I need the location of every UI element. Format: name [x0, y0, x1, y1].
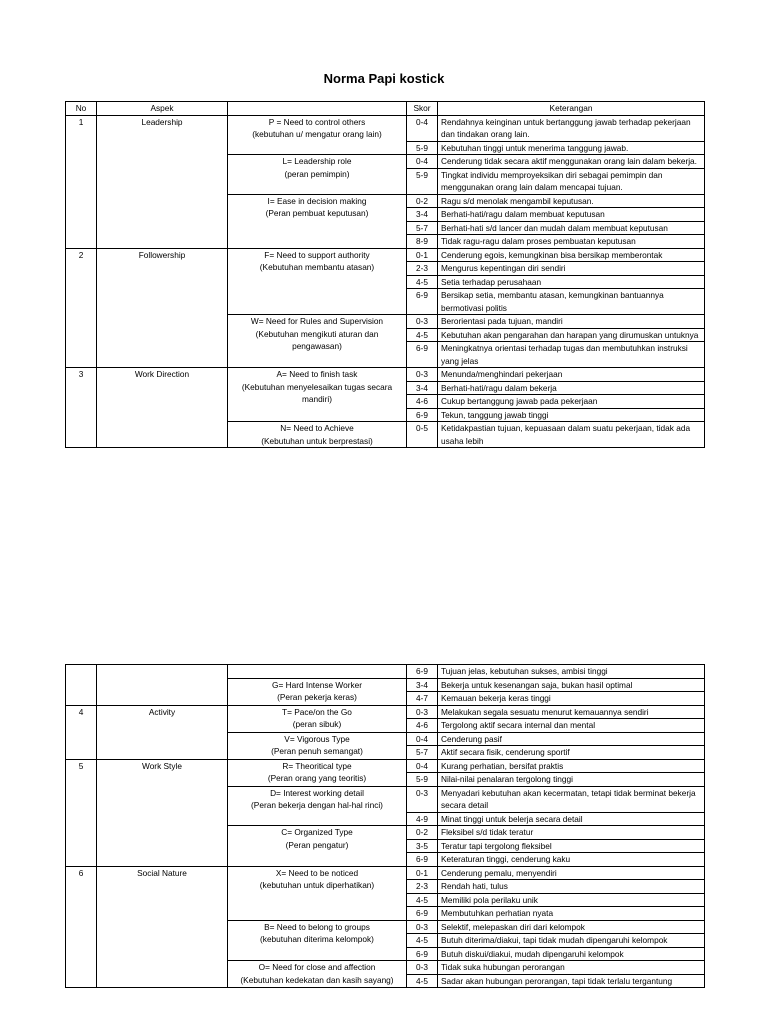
need-label: N= Need to Achieve — [280, 423, 354, 433]
need-cell — [228, 155, 407, 195]
table-row — [66, 248, 705, 262]
need-label: C= Organized Type — [281, 827, 353, 837]
aspect-name: Work Style — [97, 759, 228, 866]
skor-cell: 0-2 — [407, 194, 438, 208]
keterangan-cell: Berhati-hati s/d lancer dan mudah dalam membuat keputusan — [438, 221, 705, 235]
skor-cell: 0-1 — [407, 866, 438, 880]
keterangan-cell: Mengurus kepentingan diri sendiri — [438, 262, 705, 276]
keterangan-cell: Cenderung egois, kemungkinan bisa bersikap memberontak — [438, 248, 705, 262]
page-title: Norma Papi kostick — [323, 71, 445, 86]
keterangan-cell: Tujuan jelas, kebutuhan sukses, ambisi tinggi — [438, 665, 705, 679]
keterangan-cell: Menyadari kebutuhan akan kecermatan, tetapi tidak berminat bekerja secara detail — [438, 786, 705, 812]
keterangan-cell: Butuh diskui/diakui, mudah dipengaruhi kelompok — [438, 947, 705, 961]
skor-cell: 6-9 — [407, 289, 438, 315]
keterangan-cell: Fleksibel s/d tidak teratur — [438, 826, 705, 840]
need-sublabel: (kebutuhan u/ mengatur orang lain) — [252, 129, 382, 139]
skor-cell: 0-3 — [407, 961, 438, 975]
keterangan-cell: Berhati-hati/ragu dalam membuat keputusan — [438, 208, 705, 222]
skor-cell: 4-5 — [407, 934, 438, 948]
header-no: No — [66, 102, 97, 116]
keterangan-cell: Ketidakpastian tujuan, kepuasaan dalam suatu pekerjaan, tidak ada usaha lebih — [438, 422, 705, 448]
keterangan-cell: Kebutuhan tinggi untuk menerima tanggung jawab. — [438, 141, 705, 155]
skor-cell: 5-7 — [407, 746, 438, 760]
keterangan-cell: Tidak ragu-ragu dalam proses pembuatan keputusan — [438, 235, 705, 249]
aspect-name: Activity — [97, 705, 228, 759]
need-cell — [228, 422, 407, 448]
need-label: O= Need for close and affection — [258, 962, 376, 972]
table-row — [66, 705, 705, 719]
header-keterangan: Keterangan — [438, 102, 705, 116]
skor-cell: 3-4 — [407, 208, 438, 222]
need-cell — [228, 115, 407, 155]
need-sublabel: (Peran orang yang teoritis) — [267, 773, 367, 783]
need-label: G= Hard Intense Worker — [272, 679, 362, 690]
need-sublabel: (kebutuhan diterima kelompok) — [260, 934, 374, 944]
need-cell — [228, 705, 407, 732]
need-sublabel: (Kebutuhan mengikuti aturan dan pengawasan) — [255, 328, 379, 351]
need-sublabel: (Kebutuhan untuk berprestasi) — [261, 435, 373, 446]
skor-cell: 0-4 — [407, 115, 438, 141]
keterangan-cell: Cenderung pasif — [438, 732, 705, 746]
need-cell — [228, 920, 407, 961]
need-cell — [228, 248, 407, 315]
header-need — [228, 102, 407, 116]
keterangan-cell: Selektif, melepaskan diri dari kelompok — [438, 920, 705, 934]
keterangan-cell: Keteraturan tinggi, cenderung kaku — [438, 853, 705, 867]
keterangan-cell: Minat tinggi untuk belerja secara detail — [438, 812, 705, 826]
aspect-name: Work Direction — [97, 368, 228, 448]
aspect-name: Leadership — [97, 115, 228, 248]
need-cell — [228, 315, 407, 368]
keterangan-cell: Tidak suka hubungan perorangan — [438, 961, 705, 975]
skor-cell: 4-5 — [407, 893, 438, 907]
keterangan-cell: Tergolong aktif secara internal dan mental — [438, 719, 705, 733]
need-cell — [228, 759, 407, 786]
aspect-number: 5 — [66, 759, 97, 866]
keterangan-cell: Setia terhadap perusahaan — [438, 275, 705, 289]
keterangan-cell: Kurang perhatian, bersifat praktis — [438, 759, 705, 773]
skor-cell: 0-4 — [407, 732, 438, 746]
need-cell — [228, 732, 407, 759]
skor-cell: 0-3 — [407, 368, 438, 382]
skor-cell: 0-3 — [407, 920, 438, 934]
header-aspek: Aspek — [97, 102, 228, 116]
keterangan-cell: Butuh diterima/diakui, tapi tidak mudah dipengaruhi kelompok — [438, 934, 705, 948]
need-label: A= Need to finish task — [276, 369, 358, 379]
keterangan-cell: Memiliki pola perilaku unik — [438, 893, 705, 907]
skor-cell: 0-3 — [407, 315, 438, 329]
keterangan-cell: Aktif secara fisik, cenderung sportif — [438, 746, 705, 760]
skor-cell: 4-6 — [407, 395, 438, 409]
keterangan-cell: Cenderung tidak secara aktif menggunakan orang lain dalam bekerja. — [438, 155, 705, 169]
skor-cell: 3-4 — [407, 381, 438, 395]
need-label: V= Vigorous Type — [284, 733, 350, 744]
need-sublabel: (peran pemimpin) — [284, 168, 350, 179]
norma-table-2 — [65, 664, 705, 988]
keterangan-cell: Berorientasi pada tujuan, mandiri — [438, 315, 705, 329]
skor-cell: 2-3 — [407, 880, 438, 894]
keterangan-cell: Rendah hati, tulus — [438, 880, 705, 894]
keterangan-cell: Ragu s/d menolak mengambil keputusan. — [438, 194, 705, 208]
skor-cell: 5-9 — [407, 141, 438, 155]
aspect-name: Followership — [97, 248, 228, 368]
table-row — [66, 866, 705, 880]
norma-table-1 — [65, 101, 705, 448]
skor-cell: 2-3 — [407, 262, 438, 276]
keterangan-cell: Bekerja untuk kesenangan saja, bukan hasil optimal — [438, 678, 705, 692]
table-row — [66, 759, 705, 773]
skor-cell: 4-5 — [407, 328, 438, 342]
aspect-number: 2 — [66, 248, 97, 368]
skor-cell: 0-4 — [407, 759, 438, 773]
skor-cell: 5-7 — [407, 221, 438, 235]
need-label: D= Interest working detail — [270, 787, 364, 798]
aspect-number: 3 — [66, 368, 97, 448]
table-row — [66, 665, 705, 679]
skor-cell: 6-9 — [407, 665, 438, 679]
need-sublabel: (Kebutuhan membantu atasan) — [259, 262, 375, 272]
skor-cell: 6-9 — [407, 853, 438, 867]
need-cell — [228, 866, 407, 920]
need-cell — [228, 194, 407, 248]
aspect-number: 6 — [66, 866, 97, 988]
table-header-row — [66, 102, 705, 116]
keterangan-cell: Meningkatnya orientasi terhadap tugas dan membutuhkan instruksi yang jelas — [438, 342, 705, 368]
table-row — [66, 115, 705, 141]
skor-cell: 4-7 — [407, 692, 438, 706]
keterangan-cell: Tingkat individu memproyeksikan diri sebagai pemimpin dan menggunakan orang lain dalam mencapai tujuan. — [438, 168, 705, 194]
keterangan-cell: Tekun, tanggung jawab tinggi — [438, 408, 705, 422]
need-cell — [228, 368, 407, 422]
need-label: W= Need for Rules and Supervision — [250, 316, 384, 326]
skor-cell: 0-1 — [407, 248, 438, 262]
aspect-number — [66, 665, 97, 706]
skor-cell: 3-5 — [407, 839, 438, 853]
aspect-number: 4 — [66, 705, 97, 759]
need-label: X= Need to be noticed — [275, 867, 359, 878]
need-label: R= Theoritical type — [282, 760, 352, 771]
keterangan-cell: Nilai-nilai penalaran tergolong tinggi — [438, 773, 705, 787]
need-sublabel: (Peran bekerja dengan hal-hal rinci) — [251, 800, 383, 810]
keterangan-cell: Rendahnya keinginan untuk bertanggung jawab terhadap pekerjaan dan tindakan orang lain. — [438, 115, 705, 141]
need-sublabel: (Peran pekerja keras) — [277, 692, 357, 702]
need-label: T= Pace/on the Go — [282, 706, 352, 717]
skor-cell: 0-5 — [407, 422, 438, 448]
need-label: B= Need to belong to groups — [264, 921, 370, 932]
need-sublabel: (Peran pembuat keputusan) — [265, 208, 369, 218]
aspect-name: Social Nature — [97, 866, 228, 988]
skor-cell: 0-3 — [407, 705, 438, 719]
skor-cell: 6-9 — [407, 342, 438, 368]
need-sublabel: (kebutuhan untuk diperhatikan) — [259, 880, 375, 890]
need-cell — [228, 678, 407, 705]
need-sublabel: (Peran pengatur) — [285, 839, 349, 850]
skor-cell: 4-5 — [407, 275, 438, 289]
keterangan-cell: Melakukan segala sesuatu menurut kemauannya sendiri — [438, 705, 705, 719]
skor-cell: 5-9 — [407, 773, 438, 787]
need-cell — [228, 665, 407, 679]
skor-cell: 6-9 — [407, 408, 438, 422]
keterangan-cell: Cukup bertanggung jawab pada pekerjaan — [438, 395, 705, 409]
skor-cell: 6-9 — [407, 907, 438, 921]
table-row — [66, 368, 705, 382]
skor-cell: 4-9 — [407, 812, 438, 826]
need-sublabel: (Kebutuhan kedekatan dan kasih sayang) — [240, 974, 394, 985]
need-cell — [228, 826, 407, 867]
aspect-number: 1 — [66, 115, 97, 248]
keterangan-cell: Kemauan bekerja keras tinggi — [438, 692, 705, 706]
keterangan-cell: Cenderung pemalu, menyendiri — [438, 866, 705, 880]
skor-cell: 0-3 — [407, 786, 438, 812]
skor-cell: 8-9 — [407, 235, 438, 249]
need-sublabel: (Peran penuh semangat) — [271, 746, 363, 756]
skor-cell: 4-6 — [407, 719, 438, 733]
keterangan-cell: Bersikap setia, membantu atasan, kemungkinan bantuannya bermotivasi politis — [438, 289, 705, 315]
header-skor: Skor — [407, 102, 438, 116]
skor-cell: 6-9 — [407, 947, 438, 961]
skor-cell: 0-4 — [407, 155, 438, 169]
skor-cell: 0-2 — [407, 826, 438, 840]
keterangan-cell: Kebutuhan akan pengarahan dan harapan yang dirumuskan untuknya — [438, 328, 705, 342]
need-label: L= Leadership role — [282, 156, 352, 166]
need-sublabel: (peran sibuk) — [292, 719, 342, 729]
keterangan-cell: Membutuhkan perhatian nyata — [438, 907, 705, 921]
keterangan-cell: Teratur tapi tergolong fleksibel — [438, 839, 705, 853]
need-cell — [228, 786, 407, 826]
keterangan-cell: Berhati-hati/ragu dalam bekerja — [438, 381, 705, 395]
need-label: P = Need to control others — [268, 116, 366, 127]
skor-cell: 4-5 — [407, 974, 438, 988]
need-label: I= Ease in decision making — [267, 195, 367, 206]
need-label: F= Need to support authority — [264, 249, 370, 260]
keterangan-cell: Sadar akan hubungan perorangan, tapi tidak terlalu tergantung — [438, 974, 705, 988]
aspect-name — [97, 665, 228, 706]
skor-cell: 5-9 — [407, 168, 438, 194]
need-sublabel: (Kebutuhan menyelesaikan tugas secara mandiri) — [241, 381, 393, 404]
keterangan-cell: Menunda/menghindari pekerjaan — [438, 368, 705, 382]
skor-cell: 3-4 — [407, 678, 438, 692]
need-cell — [228, 961, 407, 988]
